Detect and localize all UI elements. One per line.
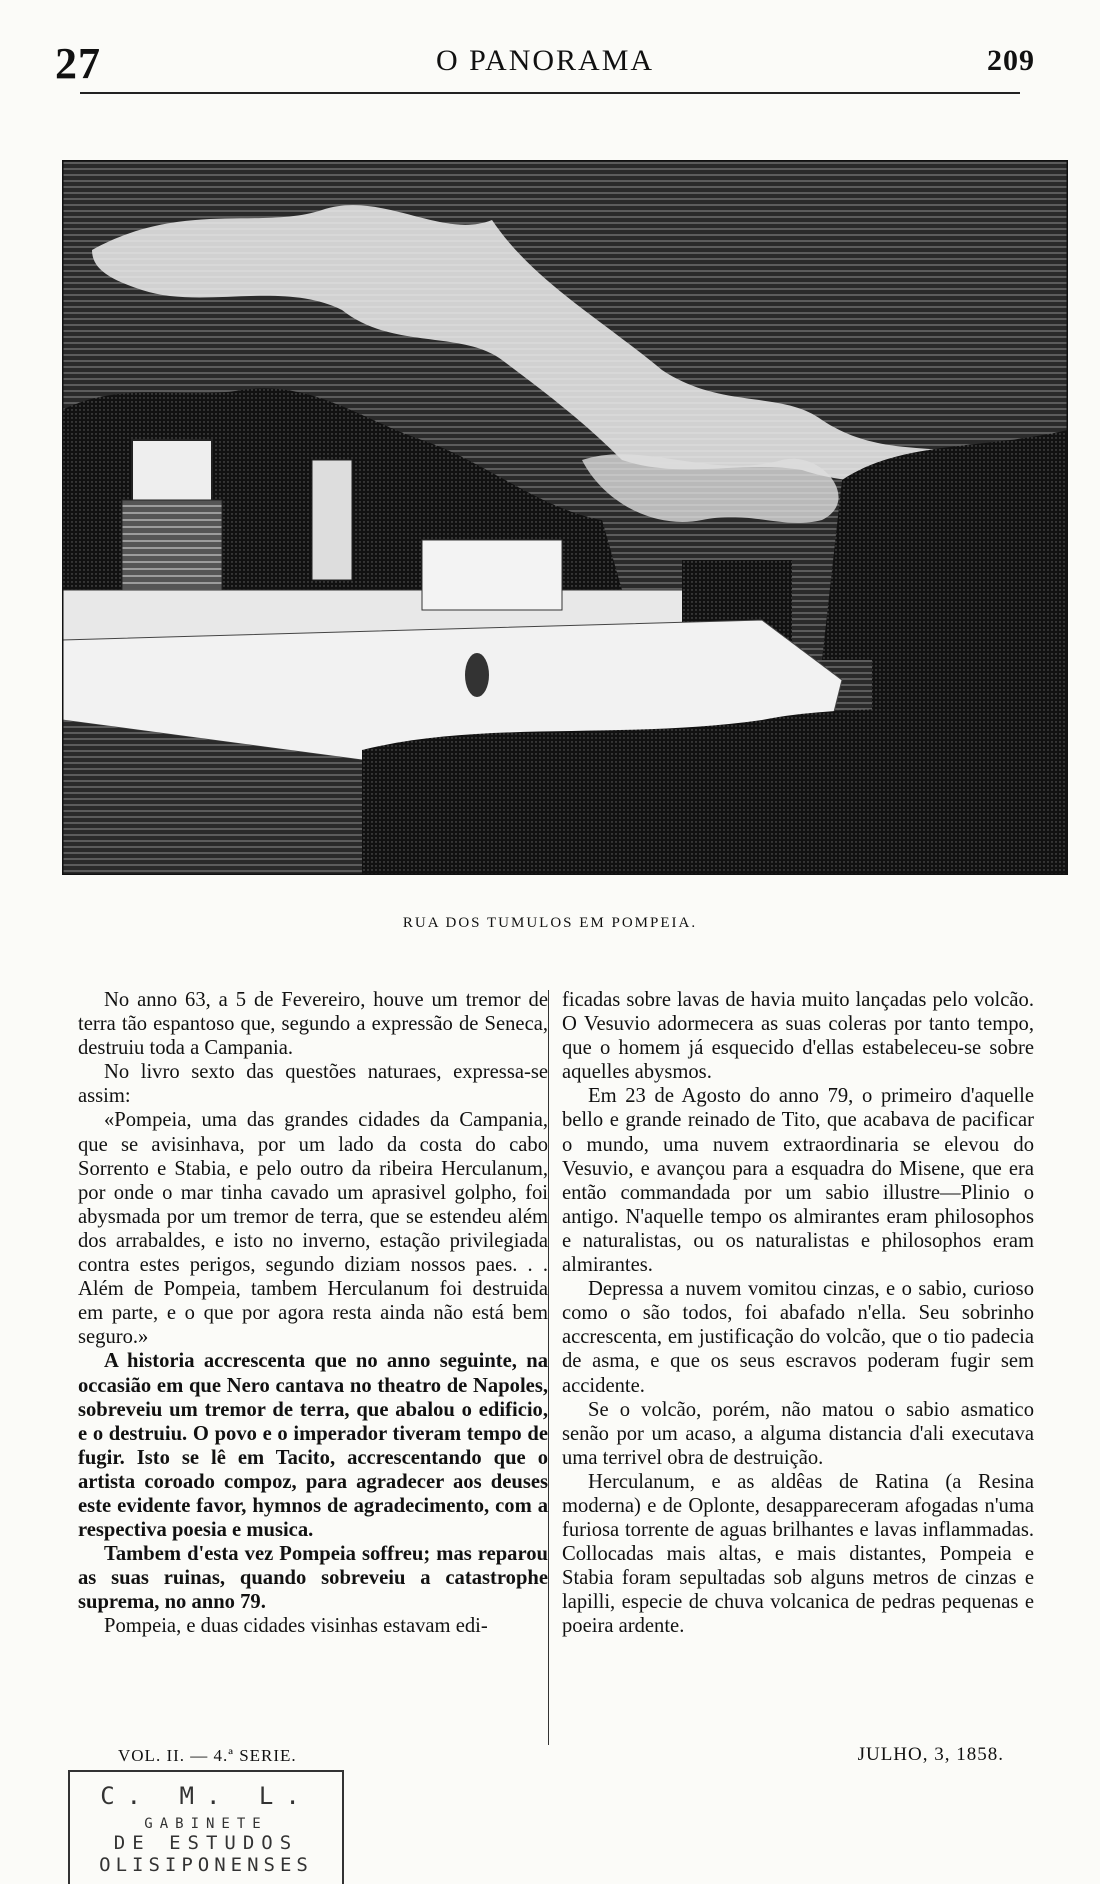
engraving-illustration bbox=[62, 160, 1068, 875]
tomb-base-1 bbox=[122, 500, 222, 600]
right-column bbox=[562, 988, 1034, 1639]
stamp-line: OLISIPONENSES bbox=[99, 1854, 313, 1876]
page-header bbox=[55, 38, 1035, 88]
paragraph: Em 23 de Agosto do anno 79, o primeiro d'aquelle bello e grande reinado de Tito, que acabava de pacificar o mundo, uma nuvem extraordinaria se elevou do Vesuvio, e avançou para a esquadra do Misene, que era então commandada por um sabio illustre—Plinio o antigo. N'aquelle tempo os almirantes eram philosophos e naturalistas, ou os naturalistas e philosophos eram almirantes. bbox=[562, 1085, 1034, 1277]
paragraph: Tambem d'esta vez Pompeia soffreu; mas reparou as suas ruinas, quando sobreveiu a catastrophe suprema, no anno 79. bbox=[78, 1543, 548, 1614]
column-divider bbox=[548, 990, 549, 1745]
header-rule bbox=[80, 92, 1020, 94]
library-stamp bbox=[68, 1770, 344, 1884]
paragraph: A historia accrescenta que no anno seguinte, na occasião em que Nero cantava no theatro de Napoles, sobreveiu um tremor de terra, que abalou o edificio, e o destruiu. O povo e o imperador tiveram tempo de fugir. Isto se lê em Tacito, accrescentando que o artista coroado compoz, para agradecer aos deuses este evidente favor, hymnos de agradecimento, com a respectiva poesia e musica. bbox=[78, 1350, 548, 1542]
left-column bbox=[78, 988, 548, 1639]
page-number-right: 209 bbox=[987, 44, 1035, 77]
journal-title: O PANORAMA bbox=[435, 44, 655, 77]
page-number-left: 27 bbox=[55, 39, 101, 88]
stamp-line: GABINETE bbox=[144, 1816, 268, 1832]
paragraph: ficadas sobre lavas de havia muito lançadas pelo volcão. O Vesuvio adormecera as suas coleras por tanto tempo, que o homem já esquecido d'ellas estabeleceu-se sobre aquelles abysmos. bbox=[562, 989, 1034, 1084]
illustration-caption: RUA DOS TUMULOS EM POMPEIA. bbox=[402, 915, 698, 931]
quoted-paragraph: «Pompeia, uma das grandes cidades da Campania, que se avisinhava, por um lado da costa do cabo Sorrento e Stabia, e pelo outro da ribeira Herculanum, por onde o mar tinha cavado um aprasivel golpho, foi abysmada por um tremor de terra, que se estendeu além dos arrabaldes, e isto no inverno, estação privilegiada contra estes perigos, segundo diziam nossos paes. . . Além de Pompeia, tambem Herculanum foi destruida em parte, e o que por agora resta ainda não está bem seguro.» bbox=[78, 1109, 548, 1349]
paragraph: Se o volcão, porém, não matou o sabio asmatico senão por um acaso, a alguma distancia d'ali executava uma terrivel obra de destruição. bbox=[562, 1398, 1034, 1469]
paragraph: No anno 63, a 5 de Fevereiro, houve um tremor de terra tão espantoso que, segundo a expressão de Seneca, destruiu toda a Campania. bbox=[78, 989, 548, 1060]
tomb-buildings bbox=[422, 540, 562, 610]
stamp-line: C. M. L. bbox=[100, 1782, 312, 1810]
paragraph: Pompeia, e duas cidades visinhas estavam edi- bbox=[104, 1615, 488, 1638]
figure bbox=[465, 653, 489, 697]
paragraph: Depressa a nuvem vomitou cinzas, e o sabio, curioso como o são todos, foi abafado n'ella. Seu sobrinho accrescenta, em justificação do volcão, que o tio padecia de asma, e que os seus escravos poderam fugir sem accidente. bbox=[562, 1278, 1034, 1397]
tomb-monument-2 bbox=[312, 460, 352, 580]
footer-volume: VOL. II. — 4.ª SERIE. bbox=[118, 1746, 297, 1765]
paragraph: Herculanum, e as aldêas de Ratina (a Resina moderna) e de Oplonte, desappareceram afogadas n'uma furiosa torrente de aguas brilhantes e lavas inflammadas. Collocadas mais altas, e mais distantes, Pompeia e Stabia foram sepultadas sob alguns metros de cinzas e lapilli, especie de chuva volcanica de pedras pequenas e poeira ardente. bbox=[562, 1470, 1034, 1638]
stamp-line: DE ESTUDOS bbox=[113, 1832, 299, 1854]
footer-date: JULHO, 3, 1858. bbox=[857, 1744, 1004, 1765]
paragraph: No livro sexto das questões naturaes, expressa-se assim: bbox=[78, 1061, 548, 1108]
